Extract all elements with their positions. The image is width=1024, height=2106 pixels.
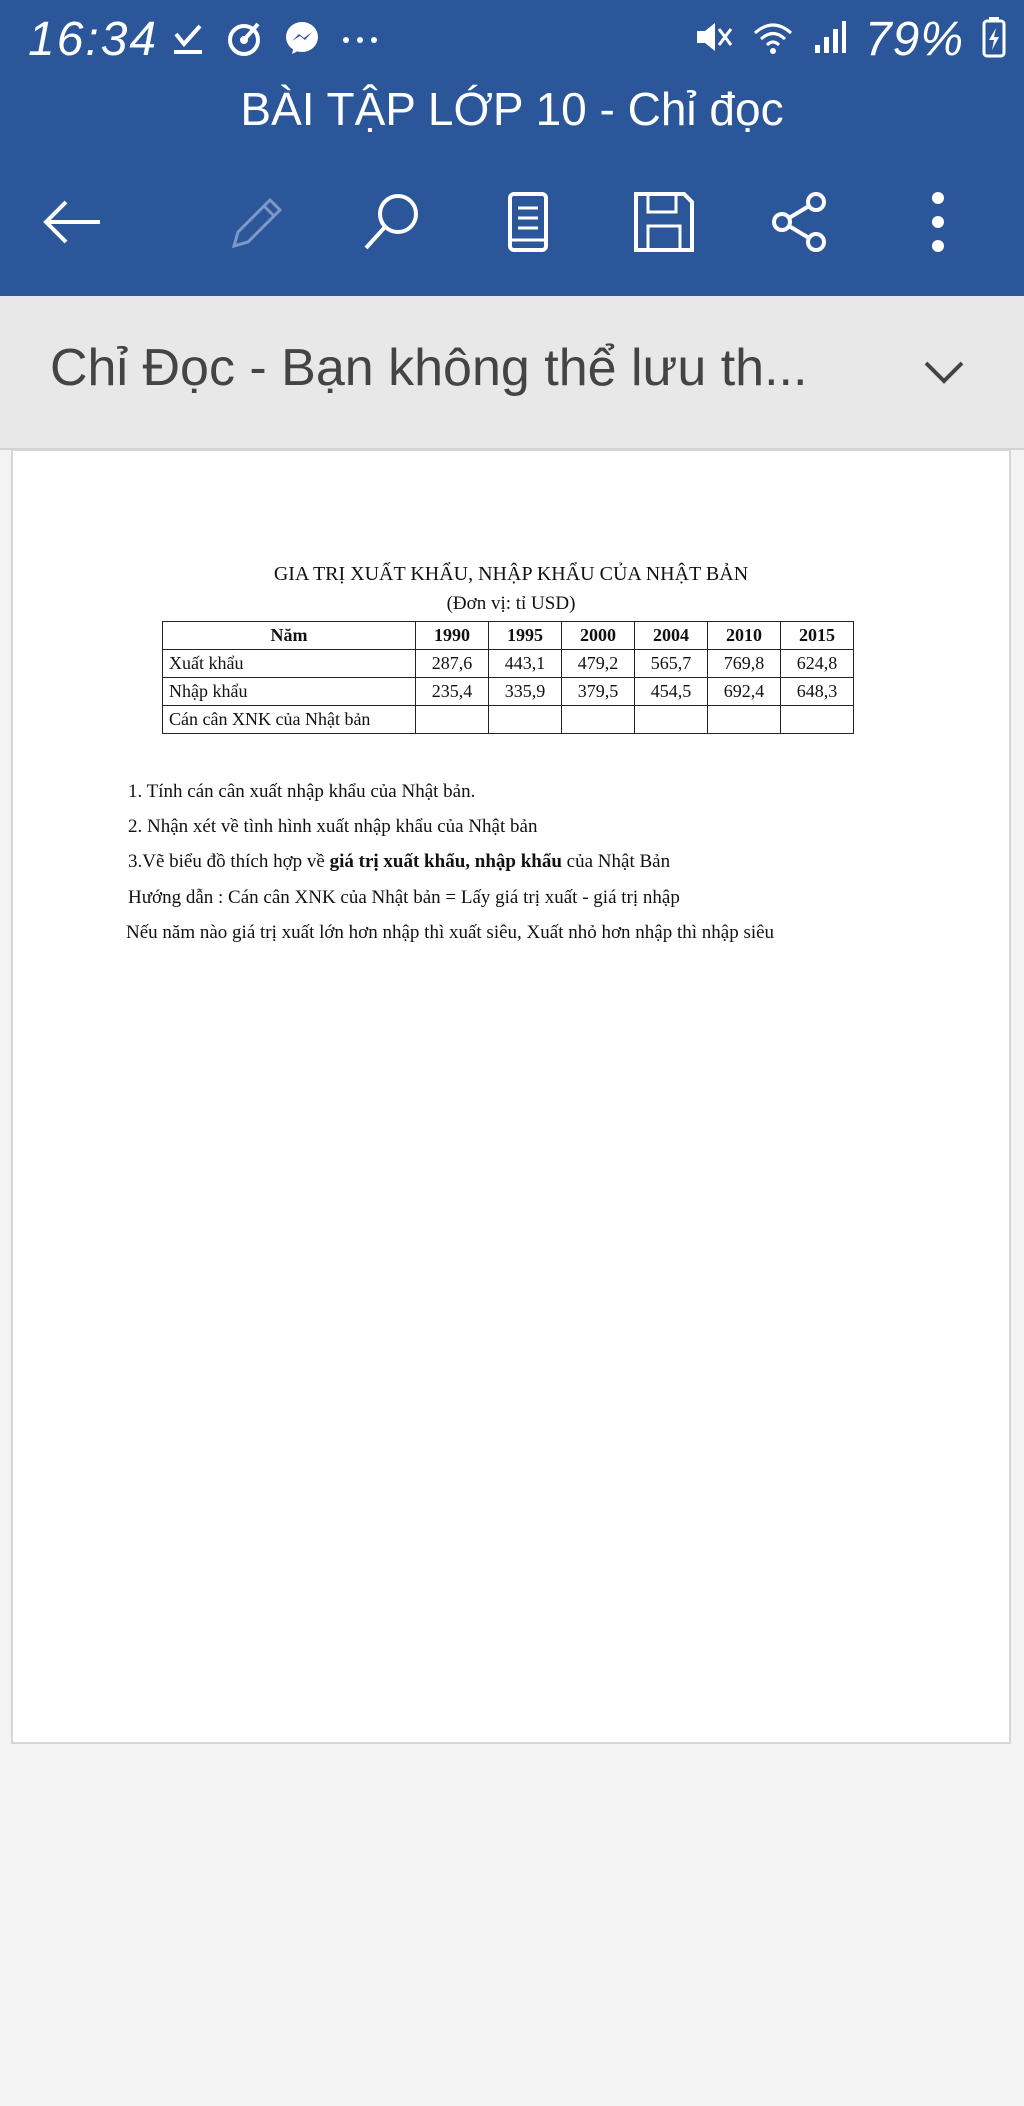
table-cell: 565,7	[635, 650, 708, 678]
row-label: Xuất khẩu	[163, 650, 416, 678]
table-title: GIA TRỊ XUẤT KHẨU, NHẬP KHẨU CỦA NHẬT BẢN	[273, 563, 749, 585]
header-year: 1995	[489, 622, 562, 650]
save-button[interactable]	[622, 180, 706, 264]
messenger-icon	[282, 18, 322, 63]
more-options-button[interactable]	[896, 180, 980, 264]
target-icon	[224, 18, 264, 63]
question-2: 2. Nhận xét về tình hình xuất nhập khẩu của Nhật bản	[128, 816, 538, 837]
share-icon	[768, 190, 832, 254]
chevron-down-icon	[922, 357, 966, 387]
app-header	[0, 0, 1024, 296]
table-cell	[562, 706, 635, 734]
reading-mode-icon	[496, 190, 560, 254]
table-cell: 769,8	[708, 650, 781, 678]
save-icon	[632, 190, 696, 254]
table-cell: 235,4	[416, 678, 489, 706]
download-check-icon	[170, 20, 206, 61]
table-cell	[416, 706, 489, 734]
document-page[interactable]	[11, 449, 1011, 1744]
expand-banner-button[interactable]	[914, 342, 974, 402]
table-cell: 648,3	[781, 678, 854, 706]
question-3-prefix: 3.Vẽ biểu đồ thích hợp về	[128, 851, 330, 872]
header-year: 2015	[781, 622, 854, 650]
row-label: Cán cân XNK của Nhật bản	[163, 706, 416, 734]
edit-pencil-icon	[224, 190, 288, 254]
table-row	[163, 650, 854, 678]
back-icon	[40, 190, 104, 254]
table-cell: 692,4	[708, 678, 781, 706]
battery-level: 79%	[864, 13, 964, 66]
banner-text: Chỉ Đọc - Bạn không thể lưu th...	[50, 339, 808, 397]
table-cell: 379,5	[562, 678, 635, 706]
question-3-suffix: của Nhật Bản	[561, 851, 671, 872]
reading-mode-button[interactable]	[486, 180, 570, 264]
table-cell: 479,2	[562, 650, 635, 678]
table-cell	[489, 706, 562, 734]
search-icon	[360, 190, 424, 254]
hint-text: Hướng dẫn : Cán cân XNK của Nhật bản = Lấy giá trị xuất - giá trị nhập	[128, 887, 680, 908]
wifi-icon	[751, 17, 795, 62]
more-dots-icon	[340, 18, 380, 63]
table-row	[163, 678, 854, 706]
read-only-banner[interactable]	[0, 296, 1024, 450]
document-title: BÀI TẬP LỚP 10 - Chỉ đọc	[240, 83, 784, 135]
battery-icon	[982, 16, 1006, 63]
mute-icon	[693, 17, 733, 62]
table-cell	[708, 706, 781, 734]
row-label: Nhập khẩu	[163, 678, 416, 706]
status-bar	[0, 0, 1024, 80]
question-3-bold: giá trị xuất khẩu, nhập khẩu	[329, 851, 562, 872]
header-year: 2010	[708, 622, 781, 650]
table-row	[163, 706, 854, 734]
table-cell	[781, 706, 854, 734]
table-cell: 443,1	[489, 650, 562, 678]
signal-icon	[813, 17, 847, 62]
table-cell	[635, 706, 708, 734]
table-cell: 287,6	[416, 650, 489, 678]
status-time: 16:34	[28, 13, 159, 66]
header-year-label: Năm	[163, 622, 416, 650]
search-button[interactable]	[350, 180, 434, 264]
more-vertical-icon	[906, 190, 970, 254]
table-cell: 335,9	[489, 678, 562, 706]
back-button[interactable]	[30, 180, 114, 264]
edit-button[interactable]	[214, 180, 298, 264]
table-header-row	[163, 622, 854, 650]
header-year: 1990	[416, 622, 489, 650]
table-cell: 454,5	[635, 678, 708, 706]
note-text: Nếu năm nào giá trị xuất lớn hơn nhập thì xuất siêu, Xuất nhỏ hơn nhập thì nhập siêu	[126, 922, 775, 943]
share-button[interactable]	[758, 180, 842, 264]
question-1: 1. Tính cán cân xuất nhập khẩu của Nhật bản.	[128, 781, 476, 802]
data-table	[162, 621, 854, 734]
header-year: 2000	[562, 622, 635, 650]
table-unit: (Đơn vị: tỉ USD)	[446, 593, 576, 614]
toolbar	[0, 180, 1024, 264]
question-3	[128, 851, 670, 873]
header-year: 2004	[635, 622, 708, 650]
table-cell: 624,8	[781, 650, 854, 678]
